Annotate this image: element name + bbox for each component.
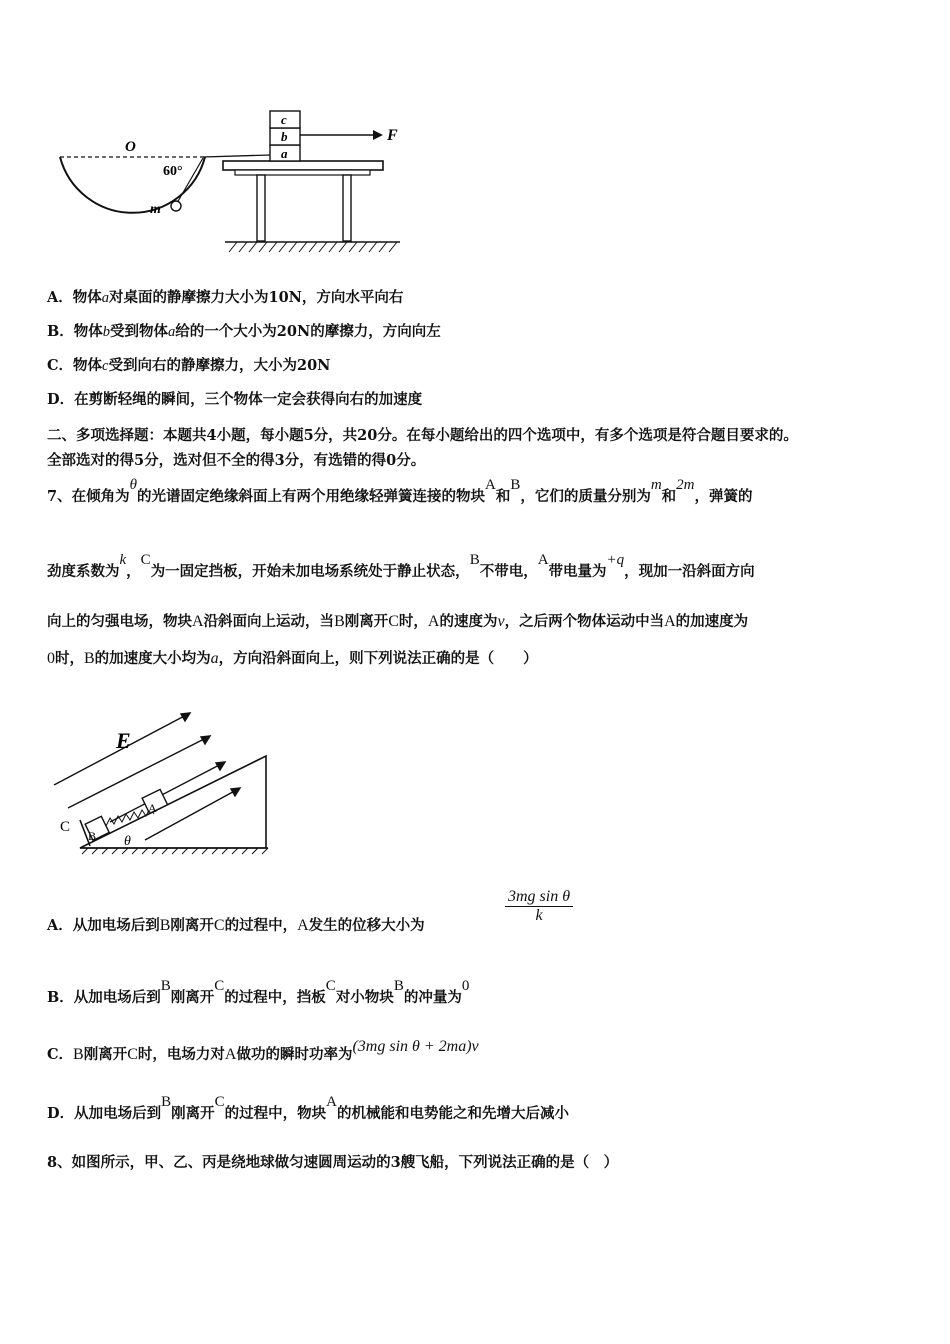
label-B: B xyxy=(88,829,97,843)
text: 发生的位移大小为 xyxy=(308,917,425,934)
text: 和 xyxy=(495,488,511,505)
var: C xyxy=(388,613,399,630)
section2-line1: 二、多项选择题：本题共4小题，每小题5分，共20分。在每小题给出的四个选项中，有多个选项是符合题目要求的。 xyxy=(47,427,798,444)
text: 的速度为 xyxy=(439,613,498,630)
text: 时，电场力对 xyxy=(137,1046,225,1063)
text: 受到物体 xyxy=(110,323,169,340)
var: v xyxy=(497,613,505,630)
text: 刚离开 xyxy=(170,917,214,934)
text: 刚离开 xyxy=(344,613,389,630)
var: 0 xyxy=(461,978,470,994)
text: ， xyxy=(126,563,141,580)
var: A xyxy=(484,477,496,493)
text: 7、在倾角为 xyxy=(47,488,130,505)
var: C xyxy=(213,917,225,934)
text: 向上的匀强电场，物块 xyxy=(47,613,192,630)
table-leg-right xyxy=(343,175,351,241)
text: A．从加电场后到 xyxy=(47,917,160,934)
text: 时， xyxy=(398,613,428,630)
text: 和 xyxy=(661,488,677,505)
text: 给的一个大小为20N的摩擦力，方向向左 xyxy=(175,323,441,340)
table-top xyxy=(223,161,383,170)
label-F: F xyxy=(387,127,398,144)
q7-line3 xyxy=(47,610,748,631)
label-O: O xyxy=(125,139,136,155)
table-apron xyxy=(235,170,370,175)
var: A xyxy=(326,1094,337,1110)
label-C: C xyxy=(60,819,71,835)
var: a xyxy=(210,650,219,667)
var: C xyxy=(214,1094,225,1110)
var: a xyxy=(101,290,109,306)
denominator: k xyxy=(535,907,543,924)
text: ，之后两个物体运动中当 xyxy=(504,613,665,630)
var: C xyxy=(214,978,225,994)
var: c xyxy=(102,358,109,374)
figure-incline xyxy=(50,700,280,860)
var: B xyxy=(160,978,171,994)
text: 受到向右的静摩擦力，大小为20N xyxy=(108,357,331,374)
text: C． xyxy=(47,1046,74,1063)
text: 的加速度为 xyxy=(675,613,749,630)
var: A xyxy=(192,613,204,630)
text: 刚离开 xyxy=(83,1046,128,1063)
text: 为一固定挡板，开始未加电场系统处于静止状态， xyxy=(150,563,470,580)
q7-option-b xyxy=(47,978,470,1007)
var: B xyxy=(161,1094,172,1110)
text: 的冲量为 xyxy=(403,989,462,1006)
label-b: b xyxy=(281,129,288,144)
text: 做功的瞬时功率为 xyxy=(236,1046,353,1063)
text: B．物体 xyxy=(47,323,103,340)
figure-bowl-table xyxy=(55,105,415,255)
var: B xyxy=(510,477,521,493)
q7-option-c xyxy=(47,1038,479,1064)
text: 对桌面的静摩擦力大小为10N，方向水平向右 xyxy=(109,289,404,306)
incline xyxy=(80,756,266,848)
text: ，它们的质量分别为 xyxy=(520,488,651,505)
label-angle: 60° xyxy=(163,164,183,179)
q6-option-b xyxy=(47,320,441,341)
q7-option-a xyxy=(47,914,425,935)
text: ，弹簧的 xyxy=(694,488,753,505)
var: 2m xyxy=(676,477,695,493)
var: B xyxy=(469,552,480,568)
var: C xyxy=(325,978,336,994)
text: 的光谱固定绝缘斜面上有两个用绝缘轻弹簧连接的物块 xyxy=(136,488,485,505)
q7-line1 xyxy=(47,477,753,506)
var: A xyxy=(297,917,309,934)
text: ，现加一沿斜面方向 xyxy=(624,563,755,580)
q7-line4 xyxy=(47,647,538,668)
text: B．从加电场后到 xyxy=(47,989,161,1006)
text: 带电量为 xyxy=(548,563,607,580)
text: C．物体 xyxy=(47,357,103,374)
text: A．物体 xyxy=(47,289,102,306)
text: 时， xyxy=(55,650,84,667)
power-expression: (3mg sin θ + 2ma)v xyxy=(352,1038,479,1055)
text: D．从加电场后到 xyxy=(47,1105,162,1122)
text: 的加速度大小均为 xyxy=(94,650,211,667)
var: B xyxy=(73,1046,84,1063)
text: 的过程中，物块 xyxy=(224,1105,327,1122)
bowl xyxy=(60,157,205,213)
fraction-displacement xyxy=(505,888,573,925)
text: ，方向沿斜面向上，则下列说法正确的是（ ） xyxy=(218,650,538,667)
numerator: 3mg sin θ xyxy=(505,888,573,907)
var: A xyxy=(427,613,440,630)
q7-line2 xyxy=(47,552,755,581)
text: D．在剪断轻绳的瞬间，三个物体一定会获得向右的加速度 xyxy=(47,391,423,408)
section2-line2: 全部选对的得5分，选对但不全的得3分，有选错的得0分。 xyxy=(47,452,426,469)
q6-option-d xyxy=(47,388,422,409)
var: θ xyxy=(129,477,137,493)
var: +q xyxy=(606,552,625,568)
var: C xyxy=(140,552,151,568)
label-m: m xyxy=(150,202,161,217)
text: 劲度系数为 xyxy=(47,563,120,580)
text: 沿斜面向上运动，当 xyxy=(203,613,335,630)
label-a: a xyxy=(281,146,288,161)
var: m xyxy=(650,477,662,493)
text: 刚离开 xyxy=(171,1105,215,1122)
mass-m xyxy=(171,201,181,211)
q8-stem: 8、如图所示，甲、乙、丙是绕地球做匀速圆周运动的3艘飞船，下列说法正确的是（ ） xyxy=(47,1154,619,1171)
var: 0 xyxy=(47,650,55,667)
q6-option-a xyxy=(47,286,403,307)
base-hatching xyxy=(82,848,268,854)
var: a xyxy=(168,324,176,340)
label-A: A xyxy=(148,801,157,815)
var: b xyxy=(102,324,111,340)
var: A xyxy=(537,552,549,568)
var: A xyxy=(224,1046,237,1063)
label-c: c xyxy=(281,112,287,127)
var: B xyxy=(393,978,404,994)
rope-to-block xyxy=(203,155,270,157)
q7-option-d xyxy=(47,1094,569,1123)
text: 的过程中， xyxy=(224,917,298,934)
table-leg-left xyxy=(257,175,265,241)
text: 对小物块 xyxy=(335,989,394,1006)
label-theta: θ xyxy=(124,834,131,849)
text: 的过程中，挡板 xyxy=(224,989,326,1006)
var: k xyxy=(119,552,127,568)
var: A xyxy=(664,613,676,630)
text: 刚离开 xyxy=(170,989,215,1006)
text: 不带电， xyxy=(479,563,538,580)
force-arrowhead xyxy=(373,130,383,140)
var: B xyxy=(159,917,171,934)
var: C xyxy=(127,1046,138,1063)
var: B xyxy=(334,613,345,630)
text: 的机械能和电势能之和先增大后减小 xyxy=(336,1105,569,1122)
q6-option-c xyxy=(47,354,330,375)
var: B xyxy=(84,650,95,667)
label-E: E xyxy=(116,728,131,753)
ground-hatching xyxy=(229,242,397,252)
field-lines xyxy=(54,713,240,840)
